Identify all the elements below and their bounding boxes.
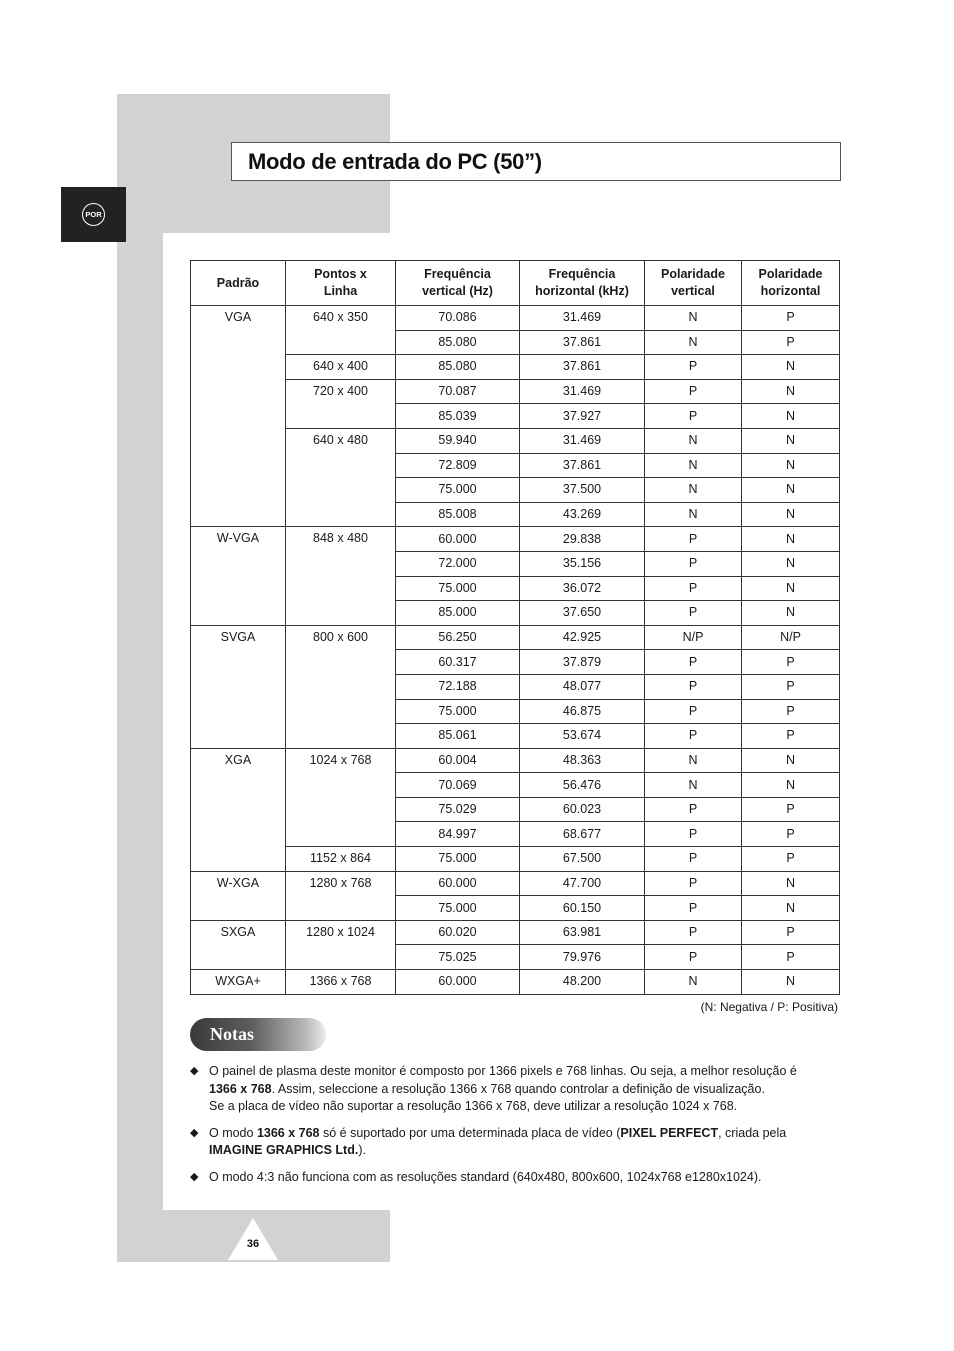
cell-horizontal-polarity: P [742,945,840,970]
cell-horizontal-frequency: 56.476 [520,773,645,798]
cell-horizontal-frequency: 79.976 [520,945,645,970]
table-row [191,847,840,872]
note-line [209,1125,840,1143]
cell-vertical-frequency: 70.087 [396,379,520,404]
cell-horizontal-frequency: 53.674 [520,724,645,749]
cell-resolution: 1280 x 768 [286,871,396,920]
cell-resolution: 640 x 480 [286,428,396,526]
cell-vertical-frequency: 75.000 [396,896,520,921]
cell-horizontal-polarity: N [742,404,840,429]
note-item [190,1063,840,1116]
cell-horizontal-frequency: 37.927 [520,404,645,429]
cell-horizontal-frequency: 63.981 [520,920,645,945]
cell-horizontal-polarity: P [742,674,840,699]
table-row [191,920,840,945]
cell-horizontal-frequency: 48.363 [520,748,645,773]
note-text: Se a placa de vídeo não suportar a resolução 1366 x 768, deve utilizar a resolução 1024 x 768. [209,1099,738,1113]
cell-vertical-polarity: P [645,847,742,872]
cell-vertical-frequency: 75.000 [396,847,520,872]
cell-vertical-frequency: 85.008 [396,502,520,527]
cell-vertical-polarity: N [645,773,742,798]
table-header-row [191,261,840,306]
bullet-diamond-icon: ◆ [190,1126,199,1139]
cell-vertical-polarity: P [645,920,742,945]
cell-horizontal-frequency: 36.072 [520,576,645,601]
cell-vertical-frequency: 59.940 [396,428,520,453]
cell-vertical-frequency: 60.000 [396,527,520,552]
cell-horizontal-polarity: N [742,453,840,478]
note-text: ). [358,1143,366,1157]
table-row [191,625,840,650]
cell-horizontal-frequency: 48.200 [520,970,645,995]
note-item [190,1125,840,1160]
cell-vertical-polarity: N/P [645,625,742,650]
cell-vertical-polarity: P [645,404,742,429]
cell-vertical-frequency: 75.025 [396,945,520,970]
cell-horizontal-polarity: N/P [742,625,840,650]
cell-horizontal-frequency: 37.861 [520,355,645,380]
cell-standard: SVGA [191,625,286,748]
cell-horizontal-polarity: N [742,551,840,576]
cell-resolution: 1280 x 1024 [286,920,396,969]
bullet-diamond-icon: ◆ [190,1170,199,1183]
cell-horizontal-frequency: 67.500 [520,847,645,872]
note-line [209,1169,840,1187]
cell-horizontal-polarity: N [742,871,840,896]
cell-horizontal-frequency: 68.677 [520,822,645,847]
cell-vertical-polarity: N [645,478,742,503]
cell-resolution: 1366 x 768 [286,970,396,995]
cell-vertical-polarity: P [645,797,742,822]
cell-horizontal-frequency: 43.269 [520,502,645,527]
cell-horizontal-polarity: N [742,773,840,798]
note-line [209,1063,840,1081]
note-text: , criada pela [718,1125,787,1140]
cell-horizontal-polarity: N [742,527,840,552]
cell-horizontal-frequency: 31.469 [520,428,645,453]
cell-vertical-frequency: 70.086 [396,306,520,331]
cell-resolution: 1024 x 768 [286,748,396,846]
cell-horizontal-frequency: 31.469 [520,379,645,404]
cell-horizontal-frequency: 37.861 [520,453,645,478]
table-row [191,306,840,331]
cell-vertical-polarity: P [645,699,742,724]
cell-vertical-frequency: 75.029 [396,797,520,822]
cell-vertical-polarity: P [645,379,742,404]
notes-badge [190,1018,326,1051]
page-number: 36 [246,1238,260,1250]
cell-resolution: 848 x 480 [286,527,396,625]
cell-vertical-polarity: P [645,945,742,970]
cell-vertical-polarity: P [645,650,742,675]
cell-standard: VGA [191,306,286,527]
header-horizontal-polarity: Polaridade horizontal [742,261,840,306]
language-label: POR [85,210,102,219]
table-row [191,527,840,552]
cell-horizontal-polarity: P [742,797,840,822]
cell-horizontal-frequency: 37.879 [520,650,645,675]
cell-vertical-frequency: 72.188 [396,674,520,699]
cell-horizontal-polarity: N [742,896,840,921]
cell-vertical-polarity: P [645,724,742,749]
table-legend: (N: Negativa / P: Positiva) [700,1000,838,1014]
cell-horizontal-frequency: 42.925 [520,625,645,650]
cell-vertical-frequency: 75.000 [396,699,520,724]
cell-horizontal-polarity: N [742,576,840,601]
header-resolution: Pontos x Linha [286,261,396,306]
cell-horizontal-polarity: N [742,428,840,453]
language-tab [61,187,126,242]
cell-vertical-frequency: 60.004 [396,748,520,773]
cell-standard: W-VGA [191,527,286,625]
cell-horizontal-polarity: N [742,502,840,527]
cell-vertical-frequency: 60.317 [396,650,520,675]
note-item [190,1169,840,1187]
note-text: só é suportado por uma determinada placa de vídeo ( [319,1125,621,1140]
header-vertical-frequency: Frequência vertical (Hz) [396,261,520,306]
cell-vertical-frequency: 75.000 [396,576,520,601]
note-text: . Assim, seleccione a resolução 1366 x 768 quando controlar a definição de visualização. [271,1081,765,1096]
cell-vertical-polarity: N [645,502,742,527]
cell-vertical-frequency: 60.000 [396,970,520,995]
cell-horizontal-frequency: 60.150 [520,896,645,921]
cell-horizontal-frequency: 48.077 [520,674,645,699]
note-emphasis: 1366 x 768 [209,1081,272,1096]
cell-vertical-frequency: 85.039 [396,404,520,429]
cell-horizontal-polarity: P [742,920,840,945]
cell-standard: SXGA [191,920,286,969]
table-row [191,428,840,453]
page-title-box [231,142,841,181]
cell-vertical-frequency: 56.250 [396,625,520,650]
table-row [191,871,840,896]
cell-vertical-frequency: 85.061 [396,724,520,749]
note-line [209,1098,840,1116]
cell-horizontal-polarity: P [742,724,840,749]
header-standard: Padrão [191,261,286,306]
page-title: Modo de entrada do PC (50”) [248,148,542,174]
cell-vertical-polarity: P [645,576,742,601]
note-line [209,1142,840,1160]
header-vertical-polarity: Polaridade vertical [645,261,742,306]
table-row [191,748,840,773]
cell-horizontal-frequency: 47.700 [520,871,645,896]
notes-title: Notas [210,1024,254,1044]
cell-vertical-polarity: N [645,453,742,478]
cell-horizontal-polarity: N [742,601,840,626]
cell-horizontal-frequency: 35.156 [520,551,645,576]
cell-horizontal-frequency: 60.023 [520,797,645,822]
cell-resolution: 640 x 350 [286,306,396,355]
cell-vertical-frequency: 72.809 [396,453,520,478]
table-body [191,306,840,995]
cell-vertical-polarity: P [645,551,742,576]
cell-vertical-polarity: N [645,428,742,453]
cell-vertical-polarity: P [645,601,742,626]
cell-standard: W-XGA [191,871,286,920]
cell-horizontal-polarity: P [742,306,840,331]
cell-horizontal-frequency: 46.875 [520,699,645,724]
cell-vertical-polarity: P [645,355,742,380]
cell-horizontal-polarity: N [742,355,840,380]
cell-vertical-polarity: P [645,674,742,699]
cell-horizontal-frequency: 37.861 [520,330,645,355]
cell-resolution: 640 x 400 [286,355,396,380]
note-text: O painel de plasma deste monitor é composto por 1366 pixels e 768 linhas. Ou seja, a melhor resolução é [209,1064,797,1078]
note-line [209,1081,840,1099]
cell-vertical-frequency: 85.000 [396,601,520,626]
background-panel-left [117,233,163,1210]
cell-vertical-polarity: P [645,896,742,921]
cell-vertical-frequency: 70.069 [396,773,520,798]
cell-vertical-frequency: 85.080 [396,330,520,355]
bullet-diamond-icon: ◆ [190,1065,199,1077]
cell-vertical-polarity: N [645,306,742,331]
cell-horizontal-polarity: N [742,970,840,995]
cell-vertical-polarity: N [645,748,742,773]
cell-resolution: 1152 x 864 [286,847,396,872]
cell-vertical-frequency: 60.020 [396,920,520,945]
cell-vertical-polarity: P [645,527,742,552]
cell-vertical-polarity: P [645,822,742,847]
cell-horizontal-polarity: P [742,650,840,675]
note-text: O modo 4:3 não funciona com as resoluções standard (640x480, 800x600, 1024x768 e1280x1024). [209,1169,762,1184]
cell-vertical-polarity: P [645,871,742,896]
note-emphasis: IMAGINE GRAPHICS Ltd. [209,1143,359,1157]
cell-horizontal-polarity: P [742,330,840,355]
note-text: O modo [209,1125,257,1140]
pc-input-modes-table [190,260,840,995]
cell-standard: WXGA+ [191,970,286,995]
cell-resolution: 800 x 600 [286,625,396,748]
note-emphasis: PIXEL PERFECT [620,1125,719,1140]
cell-horizontal-polarity: P [742,699,840,724]
table-row [191,355,840,380]
cell-vertical-polarity: N [645,330,742,355]
table-row [191,379,840,404]
cell-horizontal-frequency: 37.500 [520,478,645,503]
cell-horizontal-polarity: N [742,379,840,404]
cell-vertical-frequency: 60.000 [396,871,520,896]
cell-vertical-frequency: 85.080 [396,355,520,380]
cell-horizontal-polarity: P [742,847,840,872]
cell-resolution: 720 x 400 [286,379,396,428]
note-emphasis: 1366 x 768 [256,1125,320,1140]
table-row [191,970,840,995]
cell-horizontal-frequency: 37.650 [520,601,645,626]
notes-list [190,1063,840,1195]
language-badge-icon [82,203,105,226]
cell-standard: XGA [191,748,286,871]
header-horizontal-frequency: Frequência horizontal (kHz) [520,261,645,306]
cell-vertical-frequency: 75.000 [396,478,520,503]
cell-vertical-frequency: 72.000 [396,551,520,576]
cell-horizontal-polarity: N [742,748,840,773]
cell-vertical-polarity: N [645,970,742,995]
cell-horizontal-frequency: 29.838 [520,527,645,552]
cell-horizontal-polarity: P [742,822,840,847]
cell-horizontal-polarity: N [742,478,840,503]
cell-vertical-frequency: 84.997 [396,822,520,847]
cell-horizontal-frequency: 31.469 [520,306,645,331]
